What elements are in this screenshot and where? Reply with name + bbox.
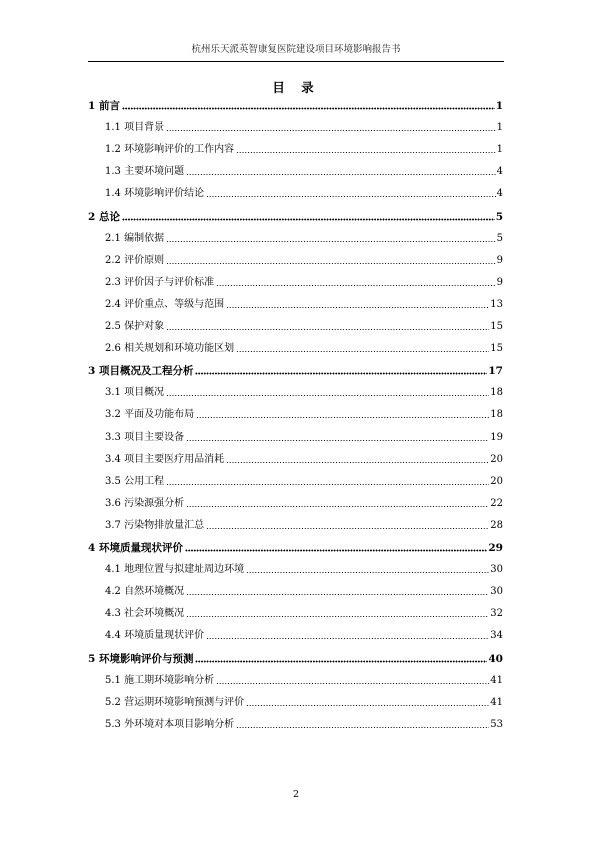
toc-section-entry[interactable] [105, 694, 503, 710]
toc-dot-leader [236, 151, 496, 154]
toc-dot-leader [216, 284, 496, 287]
toc-entry-page: 41 [490, 674, 503, 686]
toc-dot-leader [185, 549, 487, 552]
toc-entry-page: 4 [496, 166, 503, 178]
toc-entry-label: 1.2 环境影响评价的工作内容 [105, 144, 235, 156]
toc-entry-page: 5 [496, 232, 503, 244]
toc-entry-page: 15 [490, 343, 503, 355]
toc-section-entry[interactable] [105, 517, 503, 533]
toc-entry-label: 5.2 营运期环境影响预测与评价 [105, 696, 245, 708]
toc-entry-label: 1.3 主要环境问题 [105, 166, 185, 178]
toc-section-entry[interactable] [105, 252, 503, 268]
toc-entry-label: 2.2 评价原则 [105, 254, 165, 266]
toc-entry-label: 3.2 平面及功能布局 [105, 409, 195, 421]
toc-section-entry[interactable] [105, 340, 503, 356]
toc-entry-page: 41 [490, 696, 503, 708]
toc-dot-leader [246, 571, 489, 574]
page-number: 2 [292, 789, 300, 800]
toc-dot-leader [186, 505, 489, 508]
running-header: 杭州乐天派英智康复医院建设项目环境影响报告书 [191, 44, 401, 55]
toc-dot-leader [206, 195, 496, 198]
toc-entry-page: 30 [490, 586, 503, 598]
toc-dot-leader [166, 240, 496, 243]
toc-dot-leader [186, 593, 489, 596]
toc-entry-label: 3.6 污染源强分析 [105, 497, 185, 509]
toc-entry-page: 1 [495, 100, 503, 112]
toc-entry-page: 29 [488, 542, 503, 554]
toc-section-entry[interactable] [105, 163, 503, 179]
toc-dot-leader [186, 615, 489, 618]
toc-entry-label: 2.6 相关规划和环境功能区划 [105, 343, 235, 355]
toc-dot-leader [166, 328, 489, 331]
toc-section-entry[interactable] [105, 119, 503, 135]
toc-entry-label: 4.2 自然环境概况 [105, 586, 185, 598]
toc-entry-page: 22 [490, 497, 503, 509]
toc-dot-leader [196, 416, 489, 419]
toc-title: 目 录 [272, 80, 320, 95]
toc-entry-page: 53 [490, 718, 503, 730]
toc-entry-page: 20 [490, 475, 503, 487]
toc-entry-page: 20 [490, 453, 503, 465]
toc-section-entry[interactable] [105, 318, 503, 334]
toc-entry-page: 19 [490, 431, 503, 443]
toc-entry-label: 5.1 施工期环境影响分析 [105, 674, 215, 686]
toc-entry-label: 5.3 外环境对本项目影响分析 [105, 718, 235, 730]
toc-chapter-entry[interactable] [88, 539, 503, 555]
toc-section-entry[interactable] [105, 451, 503, 467]
toc-entry-page: 32 [490, 608, 503, 620]
toc-section-entry[interactable] [105, 141, 503, 157]
toc-entry-label: 3.3 项目主要设备 [105, 431, 185, 443]
toc-entry-label: 2.1 编制依据 [105, 232, 165, 244]
toc-dot-leader [206, 527, 489, 530]
toc-entry-page: 34 [490, 630, 503, 642]
toc-entry-label: 3.4 项目主要医疗用品消耗 [105, 453, 225, 465]
toc-dot-leader [166, 262, 496, 265]
toc-dot-leader [206, 637, 489, 640]
toc-section-entry[interactable] [105, 429, 503, 445]
toc-dot-leader [186, 173, 496, 176]
toc-dot-leader [226, 461, 489, 464]
toc-entry-page: 30 [490, 564, 503, 576]
toc-entry-label: 1.4 环境影响评价结论 [105, 188, 205, 200]
toc-dot-leader [236, 350, 489, 353]
toc-entry-page: 18 [490, 409, 503, 421]
toc-entry-label: 3 项目概况及工程分析 [88, 365, 194, 378]
toc-entry-label: 2 总论 [88, 210, 120, 223]
toc-entry-label: 5 环境影响评价与预测 [88, 652, 194, 665]
toc-section-entry[interactable] [105, 605, 503, 621]
toc-entry-page: 4 [496, 188, 503, 200]
toc-entry-page: 1 [496, 122, 503, 134]
toc-section-entry[interactable] [105, 230, 503, 246]
toc-chapter-entry[interactable] [88, 362, 503, 378]
toc-entry-page: 40 [488, 652, 503, 665]
toc-dot-leader [195, 372, 487, 375]
toc-entry-page: 17 [488, 365, 503, 378]
toc-entry-label: 3.7 污染物排放量汇总 [105, 519, 205, 531]
toc-chapter-entry[interactable] [88, 97, 503, 113]
toc-entry-label: 2.4 评价重点、等级与范围 [105, 298, 225, 310]
toc-section-entry[interactable] [105, 495, 503, 511]
toc-section-entry[interactable] [105, 274, 503, 290]
toc-dot-leader [122, 107, 495, 110]
toc-entry-page: 15 [490, 321, 503, 332]
toc-section-entry[interactable] [105, 473, 503, 489]
toc-section-entry[interactable] [105, 716, 503, 732]
toc-entry-page: 1 [496, 144, 503, 156]
toc-entry-label: 3.1 项目概况 [105, 387, 165, 399]
toc-dot-leader [195, 660, 487, 663]
toc-dot-leader [236, 726, 489, 729]
toc-dot-leader [166, 129, 496, 132]
toc-chapter-entry[interactable] [88, 208, 503, 224]
toc-dot-leader [216, 682, 489, 685]
toc-entry-label: 1.1 项目背景 [105, 122, 165, 134]
toc-entry-page: 28 [490, 519, 503, 531]
toc-section-entry[interactable] [105, 583, 503, 599]
toc-section-entry[interactable] [105, 384, 503, 400]
toc-entry-label: 2.5 保护对象 [105, 321, 165, 332]
toc-dot-leader [246, 704, 489, 707]
toc-entry-label: 4.3 社会环境概况 [105, 608, 185, 620]
toc-entry-page: 9 [496, 254, 503, 266]
toc-entry-page: 9 [496, 276, 503, 288]
toc-section-entry[interactable] [105, 406, 503, 422]
toc-entry-label: 4.4 环境质量现状评价 [105, 630, 205, 642]
toc-dot-leader [226, 306, 489, 309]
toc-entry-label: 1 前言 [88, 100, 120, 112]
toc-section-entry[interactable] [105, 627, 503, 643]
toc-entry-label: 3.5 公用工程 [105, 475, 165, 487]
toc-section-entry[interactable] [105, 185, 503, 201]
toc-entry-label: 4.1 地理位置与拟建址周边环境 [105, 564, 245, 576]
toc-entry-page: 13 [490, 298, 503, 310]
toc-dot-leader [186, 439, 489, 442]
toc-dot-leader [166, 394, 489, 397]
toc-section-entry[interactable] [105, 672, 503, 688]
toc-entry-label: 4 环境质量现状评价 [88, 542, 183, 554]
toc-entry-label: 2.3 评价因子与评价标准 [105, 276, 215, 288]
toc-section-entry[interactable] [105, 561, 503, 577]
toc-chapter-entry[interactable] [88, 650, 503, 666]
toc-entry-page: 18 [490, 387, 503, 399]
toc-dot-leader [166, 483, 489, 486]
toc-section-entry[interactable] [105, 296, 503, 312]
toc-entry-page: 5 [495, 210, 503, 223]
toc-dot-leader [122, 218, 495, 221]
